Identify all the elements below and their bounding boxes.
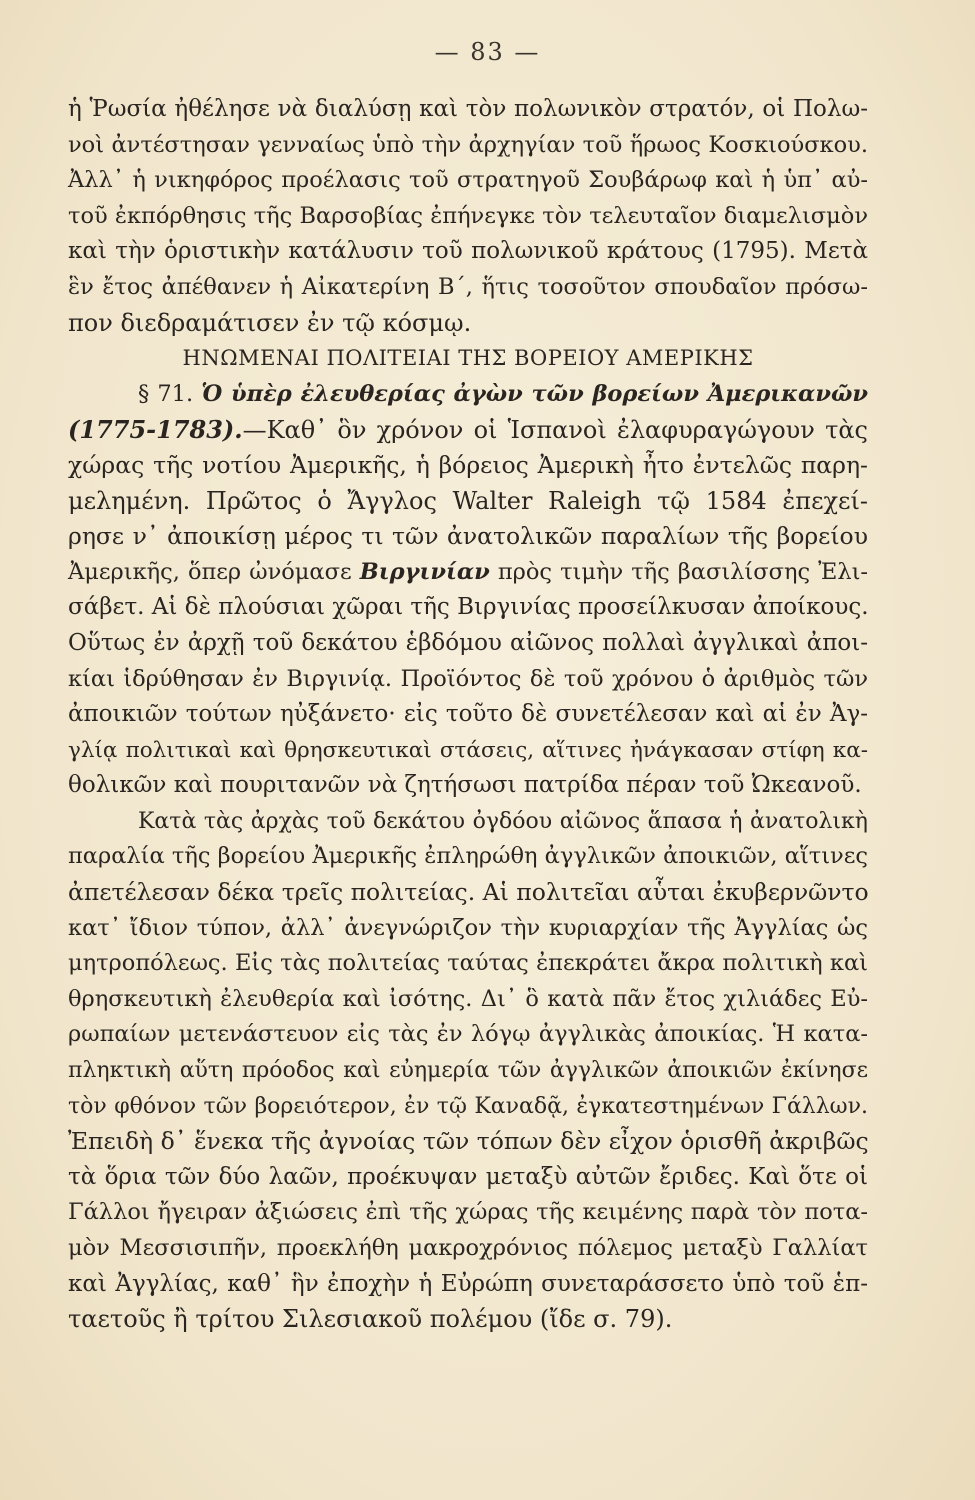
text-line: Γάλλοι ἤγειραν ἀξιώσεις ἐπὶ τῆς χώρας τῆς κειμένης παρὰ τὸν ποτα- [68,1199,868,1226]
text-line: σάβετ. Αἱ δὲ πλούσιαι χῶραι τῆς Βιργινίας προσείλκυσαν ἀποίκους. [68,594,869,621]
text-line: θολικῶν καὶ πουριτανῶν νὰ ζητήσωσι πατρίδα πέραν τοῦ Ὠκεανοῦ. [68,772,862,799]
section-title: Ὁ ὑπὲρ ἐλευθερίας ἀγὼν τῶν βορείων Ἀμερικανῶν [201,380,869,407]
section-heading: ΗΝΩΜΕΝΑΙ ΠΟΛΙΤΕΙΑΙ ΤΗΣ ΒΟΡΕΙΟΥ ΑΜΕΡΙΚΗΣ [182,346,754,371]
text-line: καὶ Ἀγγλίας, καθ᾽ ἣν ἐποχὴν ἡ Εὐρώπη συνεταράσσετο ὑπὸ τοῦ ἑπ- [68,1270,868,1297]
text-line: τοῦ ἐκπόρθησις τῆς Βαρσοβίας ἐπήνεγκε τὸν τελευταῖον διαμελισμὸν [68,202,868,229]
text-line: πληκτικὴ αὕτη πρόοδος καὶ εὐημερία τῶν ἀγγλικῶν ἀποικιῶν ἐκίνησε [68,1058,868,1084]
text-line: Ἀλλ᾽ ἡ νικηφόρος προέλασις τοῦ στρατηγοῦ Σουβάρωφ καὶ ἡ ὑπ᾽ αὐ- [68,167,868,194]
text-span: Ἀμερικῆς, ὅπερ ὠνόμασε [68,558,352,585]
text-line: παραλία τῆς βορείου Ἀμερικῆς ἐπληρώθη ἀγγλικῶν ἀποικιῶν, αἵτινες [68,843,868,870]
text-line: καὶ τὴν ὁριστικὴν κατάλυσιν τοῦ πολωνικοῦ κράτους (1795). Μετὰ [68,238,868,265]
text-line: τὸν φθόνον τῶν βορειότερον, ἐν τῷ Καναδᾷ, ἐγκατεστημένων Γάλλων. [68,1093,868,1119]
page-number: — 83 — [434,38,541,66]
text-line: ρωπαίων μετενάστευον εἰς τὰς ἐν λόγῳ ἀγγλικὰς ἀποικίας. Ἡ κατα- [68,1021,868,1048]
section-dates: (1775-1783). [68,415,243,445]
text-line: Οὕτως ἐν ἀρχῇ τοῦ δεκάτου ἑβδόμου αἰῶνος πολλαὶ ἀγγλικαὶ ἀποι- [68,629,868,656]
text-line: ἡ Ῥωσία ἠθέλησε νὰ διαλύσῃ καὶ τὸν πολωνικὸν στρατόν, οἱ Πολω- [68,96,868,122]
text-line: μὸν Μεσσισιπῆν, προεκλήθη μακροχρόνιος πόλεμος μεταξὺ Γαλλίατ [68,1235,868,1261]
text-line: ταετοῦς ἢ τρίτου Σιλεσιακοῦ πολέμου (ἴδε σ. 79). [68,1305,673,1334]
text-line: κατ᾽ ἴδιον τύπον, ἀλλ᾽ ἀνεγνώριζον τὴν κυριαρχίαν τῆς Ἀγγλίας ὡς [68,914,868,941]
section-title-line [68,377,868,413]
text-line: ἀπετέλεσαν δέκα τρεῖς πολιτείας. Αἱ πολιτεῖαι αὗται ἐκυβερνῶντο [68,878,869,907]
text-line: Κατὰ τὰς ἀρχὰς τοῦ δεκάτου ὀγδόου αἰῶνος ἅπασα ἡ ἀνατολικὴ [138,808,868,834]
text-line: γλίᾳ πολιτικαὶ καὶ θρησκευτικαὶ στάσεις, αἵτινες ἠνάγκασαν στίφη κα- [68,737,868,763]
emphasized-word: Βιργινίαν [359,558,490,585]
text-line: πον διεδραμάτισεν ἐν τῷ κόσμῳ. [68,308,472,337]
body-text [68,92,868,1338]
text-line: ἓν ἔτος ἀπέθανεν ἡ Αἰκατερίνη Β´, ἥτις τοσοῦτον σπουδαῖον πρόσω- [68,273,868,300]
text-line: νοὶ ἀντέστησαν γενναίως ὑπὸ τὴν ἀρχηγίαν τοῦ ἥρωος Κοσκιούσκου. [68,131,868,158]
text-line: μελημένη. Πρῶτος ὁ Ἄγγλος Walter Raleigh τῷ 1584 ἐπεχεί- [68,486,868,515]
text-line: μητροπόλεως. Εἰς τὰς πολιτείας ταύτας ἐπεκράτει ἄκρα πολιτικὴ καὶ [68,950,868,977]
text-line [68,555,868,591]
text-line [68,412,868,448]
section-number: § 71. [138,380,194,407]
text-line: τὰ ὅρια τῶν δύο λαῶν, προέκυψαν μεταξὺ αὐτῶν ἔριδες. Καὶ ὅτε οἱ [68,1163,868,1190]
text-line: χώρας τῆς νοτίου Ἀμερικῆς, ἡ βόρειος Ἀμερικὴ ἦτο ἐντελῶς παρη- [68,450,868,479]
text-line: κίαι ἱδρύθησαν ἐν Βιργινίᾳ. Προϊόντος δὲ τοῦ χρόνου ὁ ἀριθμὸς τῶν [68,665,868,692]
text-line: θρησκευτικὴ ἐλευθερία καὶ ἰσότης. Δι᾽ ὃ κατὰ πᾶν ἔτος χιλιάδες Εὐ- [68,985,868,1012]
text-span: πρὸς τιμὴν τῆς βασιλίσσης Ἐλι- [497,558,869,585]
text-span: —Καθ᾽ ὃν χρόνον οἱ Ἱσπανοὶ ἐλαφυραγώγουν τὰς [242,416,868,445]
text-line: Ἐπειδὴ δ᾽ ἕνεκα τῆς ἀγνοίας τῶν τόπων δὲν εἶχον ὁρισθῆ ἀκριβῶς [68,1127,869,1156]
text-line: ρησε ν᾽ ἀποικίσῃ μέρος τι τῶν ἀνατολικῶν παραλίων τῆς βορείου [68,522,868,551]
text-line: ἀποικιῶν τούτων ηὐξάνετο· εἰς τοῦτο δὲ συνετέλεσαν καὶ αἱ ἐν Ἀγ- [68,701,868,728]
